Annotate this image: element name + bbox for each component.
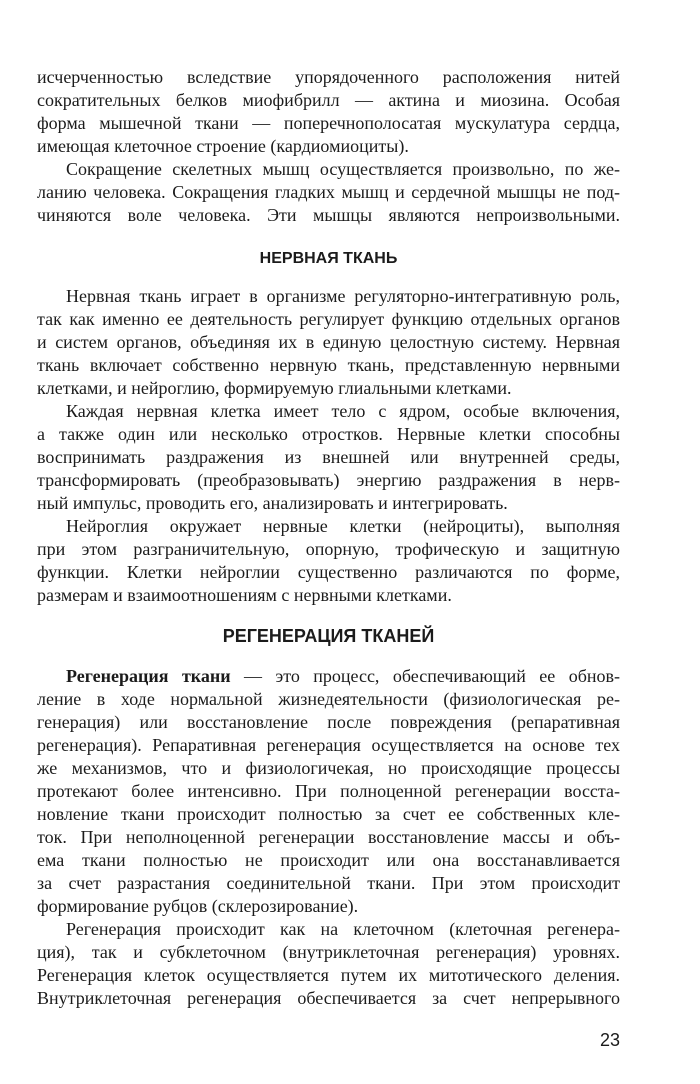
text-line [37,331,620,354]
bold-term: Регенерация ткани [66,666,231,686]
text-line-rest: — это процесс, обеспечивающий ее обнов- [230,666,620,686]
text-line-content: за счет разрастания соединительной ткани. При этом происходит [37,873,620,893]
text-line [37,826,620,849]
paragraph [37,66,620,158]
paragraph [37,918,620,1010]
text-line [37,734,620,757]
text-line [37,446,620,469]
text-line [37,515,620,538]
text-line-content: Нервная ткань играет в организме регуляторно-интегративную роль, [66,286,620,306]
text-line [37,308,620,331]
text-line-content: так как именно ее деятельность регулирует функцию отдельных органов [37,309,620,329]
text-line-content: Каждая нервная клетка имеет тело с ядром, особые включения, [66,401,620,421]
text-line-content: Нейроглия окружает нервные клетки (нейроциты), выполняя [66,516,620,536]
text-line-content: Внутриклеточная регенерация обеспечивается за счет непрерывного [37,988,620,1008]
page-body [37,66,620,1010]
text-line-content: Регенерация клеток осуществляется путем их митотического деления. [37,965,620,985]
text-line-content: ема ткани полностью не происходит или она восстанавливается [37,850,620,870]
text-line [37,204,620,227]
text-line-content: формирование рубцов (склерозирование). [37,896,359,916]
section-heading: РЕГЕНЕРАЦИЯ ТКАНЕЙ [222,626,435,646]
text-line-content: ланию человека. Сокращения гладких мышц и сердечной мышцы не под- [37,182,620,202]
text-line-content: трансформировать (преобразовывать) энергию раздражения в нерв- [37,470,620,490]
text-line-content: и систем органов, объединяя их в единую целостную систему. Нервная [37,332,620,352]
text-line [37,872,620,895]
text-line [37,89,620,112]
text-line [37,964,620,987]
text-line [37,492,620,515]
text-line-content: имеющая клеточное строение (кардиомиоциты). [37,136,409,156]
text-line-content: регенерация). Репаративная регенерация осуществляется на основе тех [37,735,620,755]
text-line-content: а также один или несколько отростков. Нервные клетки способны [37,424,620,444]
paragraph [37,665,620,918]
text-line [37,135,620,158]
text-line-content: исчерченностью вследствие упорядоченного расположения нитей [37,67,620,87]
text-line-content [66,666,620,686]
text-line-content: ция), так и субклеточном (внутриклеточная регенерация) уровнях. [37,942,620,962]
text-line [37,918,620,941]
text-line [37,181,620,204]
text-line [37,803,620,826]
text-line-content: же механизмов, что и физиологичекая, но происходящие процессы [37,758,620,778]
text-line [37,66,620,89]
text-line-content: Регенерация происходит как на клеточном (клеточная регенера- [66,919,620,939]
paragraph [37,285,620,400]
text-line-content: ление в ходе нормальной жизнедеятельности (физиологическая ре- [37,689,620,709]
text-line [37,400,620,423]
text-line [37,665,620,688]
text-line-content: воспринимать раздражения из внешней или внутренней среды, [37,447,620,467]
text-line [37,849,620,872]
text-line [37,688,620,711]
text-line-content: новление ткани происходит полностью за счет ее собственных кле- [37,804,620,824]
text-line-content: чиняются воле человека. Эти мышцы являются непроизвольными. [37,205,620,225]
page-number: 23 [599,1030,620,1050]
paragraph [37,158,620,227]
text-line [37,711,620,734]
text-line-content: ток. При неполноценной регенерации восстановление массы и объ- [37,827,620,847]
text-line [37,757,620,780]
text-line [37,584,620,607]
text-line [37,285,620,308]
text-line-content: Сокращение скелетных мышц осуществляется произвольно, по же- [66,159,620,179]
text-line-content: функции. Клетки нейроглии существенно различаются по форме, [37,562,620,582]
text-line [37,469,620,492]
text-line [37,987,620,1010]
text-line-content: размерам и взаимоотношениям с нервными клетками. [37,585,452,605]
text-line-content: протекают более интенсивно. При полноценной регенерации восста- [37,781,620,801]
text-line [37,780,620,803]
text-line [37,538,620,561]
paragraph [37,400,620,515]
text-line [37,377,620,400]
text-line-content: генерация) или восстановление после повреждения (репаративная [37,712,620,732]
text-line [37,112,620,135]
text-line [37,423,620,446]
text-line-content: форма мышечной ткани — поперечнополосатая мускулатура сердца, [37,113,620,133]
text-line [37,354,620,377]
text-line-content: при этом разграничительную, опорную, трофическую и защитную [37,539,620,559]
text-line-content: сократительных белков миофибрилл — актина и миозина. Особая [37,90,620,110]
text-line-content: ткань включает собственно нервную ткань, представленную нервными [37,355,620,375]
text-line [37,158,620,181]
section-heading: НЕРВНАЯ ТКАНЬ [259,250,398,267]
text-line-content: клетками, и нейроглию, формируемую глиальными клетками. [37,378,512,398]
text-line-content: ный импульс, проводить его, анализировать и интегрировать. [37,493,508,513]
paragraph [37,515,620,607]
text-line [37,561,620,584]
text-line [37,941,620,964]
text-line [37,895,620,918]
